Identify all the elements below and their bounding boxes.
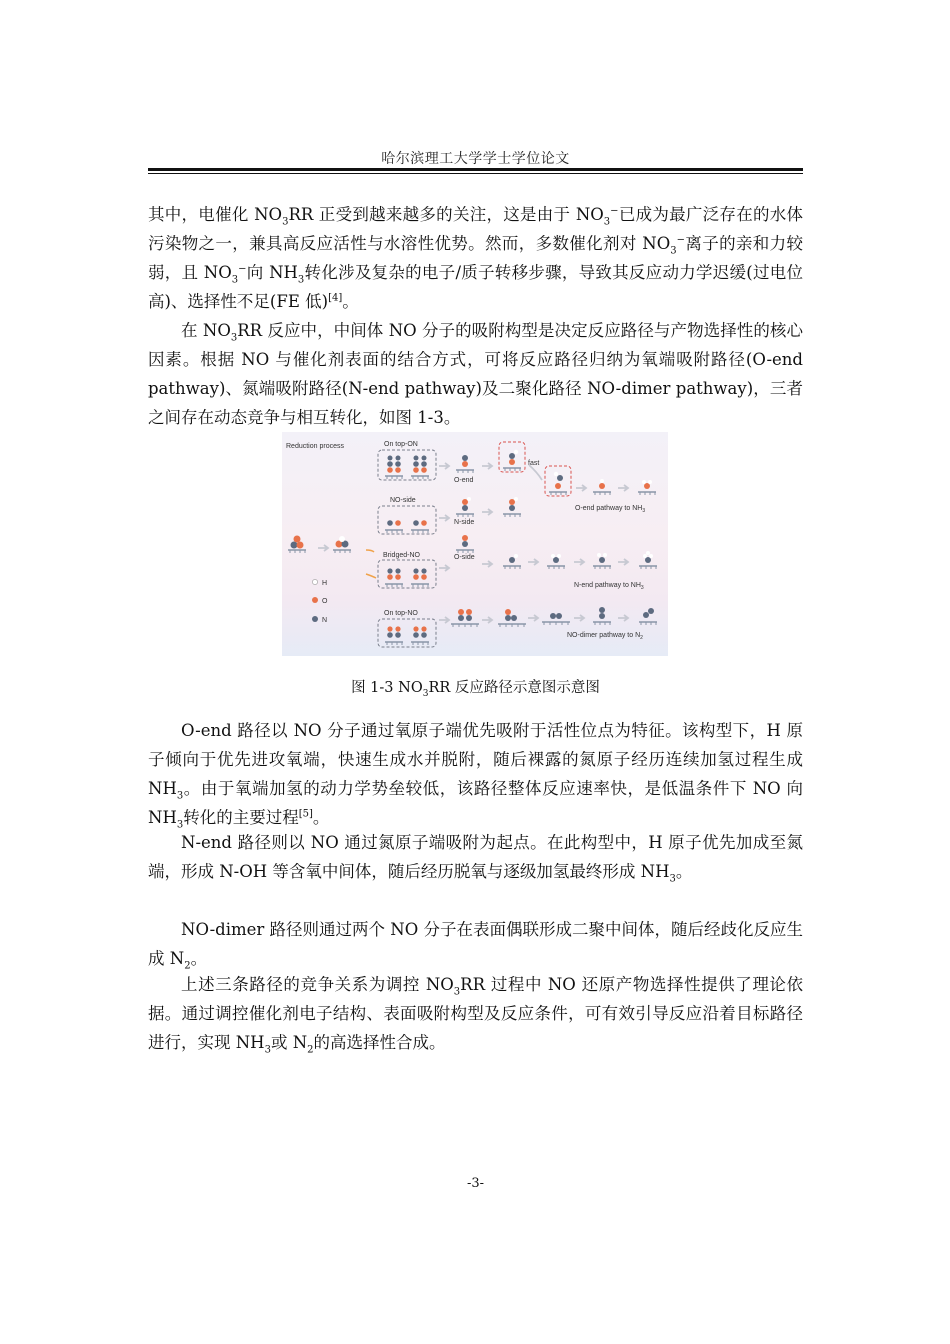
svg-text:H: H (322, 580, 328, 587)
svg-text:NO-side: NO-side (390, 497, 416, 504)
page-header: 哈尔滨理工大学学士学位论文 (381, 151, 570, 167)
svg-text:N-end pathway to NH3: N-end pathway to $NH_3$ (574, 582, 644, 591)
paragraph-4: N-end 路径则以 NO 通过氮原子端吸附为起点。在此构型中，H 原子优先加成至氮端，形成 N-OH 等含氧中间体，随后经历脱氧与逐级加氢最终形成 $NH_3$。 (148, 833, 803, 885)
svg-text:On top-ON: On top-ON (384, 441, 418, 448)
page-number: -3- (466, 1176, 485, 1191)
svg-text:NO-dimer pathway to N2: NO-dimer pathway to $N_2$ (567, 632, 643, 641)
paragraph-2: 在 $NO_3RR$ 反应中，中间体 NO 分子的吸附构型是决定反应路径与产物选择性的核心因素。根据 NO 与催化剂表面的结合方式，可将反应路径归纳为氧端吸附路径(O-end pathway)、氮端吸附路径(N-end pathway)及二聚化路径 NO-dimer pathway)，三者之间存在动态竞争与相互转化，如图 1-3。 (148, 321, 804, 427)
paragraph-5: NO-dimer 路径则通过两个 NO 分子在表面偶联形成二聚中间体，随后经歧化反应生成 $N_2$。 (148, 920, 803, 972)
svg-text:O-end: O-end (454, 477, 474, 484)
reaction-pathway-figure (282, 432, 668, 656)
header-rule-thin (148, 173, 803, 174)
svg-text:N-side: N-side (454, 519, 475, 526)
paragraph-1: 其中，电催化 $NO_3RR$ 正受到越来越多的关注，这是由于 $NO_3^-$已成为最广泛存在的水体污染物之一，兼具高反应活性与水溶性优势。然而，多数催化剂对 $NO_3^-$离子的亲和力较弱，且 $NO_3^-$向 $NH_3$转化涉及复杂的电子/质子转移步骤，导致其反应动力学迟缓(过电位高)、选择性不足(FE 低)[4]。 (148, 205, 804, 311)
svg-text:fast: fast (528, 460, 540, 467)
paragraph-3: O-end 路径以 NO 分子通过氧原子端优先吸附于活性位点为特征。该构型下，H 原子倾向于优先进攻氧端，快速生成水并脱附，随后裸露的氮原子经历连续加氢过程生成 $NH_3$。由于氧端加氢的动力学势垒较低，该路径整体反应速率快，是低温条件下 NO 向 $NH_3$转化的主要过程[5]。 (148, 721, 803, 831)
svg-text:Bridged-NO: Bridged-NO (383, 552, 420, 559)
paragraph-6: 上述三条路径的竞争关系为调控 $NO_3RR$ 过程中 NO 还原产物选择性提供了理论依据。通过调控催化剂电子结构、表面吸附构型及反应条件，可有效引导反应沿着目标路径进行，实现 $NH_3$或 $N_2$的高选择性合成。 (148, 975, 804, 1056)
svg-text:O-side: O-side (454, 554, 475, 561)
citation-4[interactable]: [4] (328, 292, 343, 304)
header-rule-thick (148, 168, 803, 171)
label-reduction-process: Reduction process (286, 443, 344, 450)
svg-text:O: O (322, 598, 328, 605)
figure-caption: 图 1-3 $NO_3RR$ 反应路径示意图示意图 (351, 680, 600, 699)
svg-text:On top-NO: On top-NO (384, 610, 418, 617)
citation-5[interactable]: [5] (298, 808, 313, 820)
svg-text:O-end pathway to NH3: O-end pathway to $NH_3$ (575, 505, 646, 514)
svg-text:N: N (322, 617, 328, 624)
